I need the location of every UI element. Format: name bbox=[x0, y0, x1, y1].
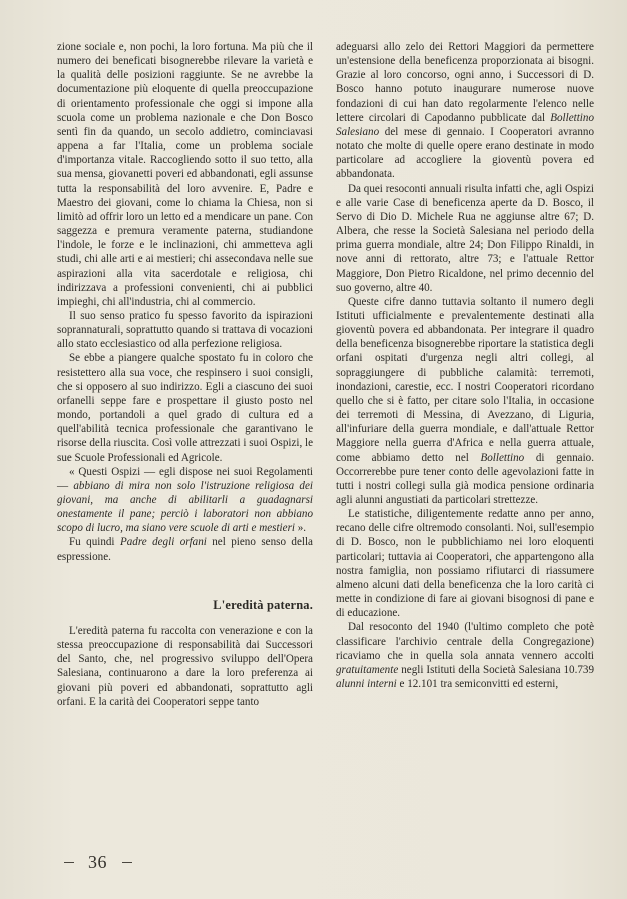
paragraph: zione sociale e, non pochi, la loro fortuna. Ma più che il numero dei beneficati bisognerebbe rilevare la varietà e la qualità delle posizioni raggiunte. Se ne avrebbe la documentazione più eloquente di quella preoccupazione di orientamento professionale che oggi si impone alla scuola come un problema nazionale e che Don Bosco sentì fin da quando, un secolo addietro, cominciavasi appena a far l'Italia, come un problema sociale d'importanza vitale. Raccogliendo sotto il suo tetto, alla sua mensa, giovanetti poveri ed abbandonati, egli assunse tutta la responsabilità del loro avvenire. E, Padre e Maestro dei giovani, come lo chiama la Chiesa, non si limitò ad offrir loro un letto ed a mendicare un pane. Con saggezza e premura veramente paterna, studiandone l'indole, le forze e le inclinazioni, chi ammetteva agli studi, chi alle arti e ai mestieri; chi assecondava nelle sue aspirazioni alla vita sacerdotale e religiosa, chi indirizzava a professioni convenienti, chi ai pubblici impieghi, chi all'industria, chi al commercio. bbox=[57, 41, 314, 308]
paragraph bbox=[57, 535, 313, 563]
text-run: Fu quindi bbox=[69, 536, 120, 549]
paragraph bbox=[336, 620, 594, 691]
folio-rule-right bbox=[122, 862, 132, 863]
section-title: L'eredità paterna. bbox=[213, 597, 313, 612]
quote-close: ». bbox=[294, 522, 307, 535]
folio-rule-left bbox=[64, 862, 74, 863]
text-run: e 12.101 tra semiconvitti ed esterni, bbox=[396, 678, 559, 691]
paragraph: Il suo senso pratico fu spesso favorito da ispirazioni soprannaturali, soprattutto quando si trattava di vocazioni allo stato ecclesiastico od alla perfezione religiosa. bbox=[57, 309, 313, 351]
paragraph: Se ebbe a piangere qualche spostato fu in coloro che resistettero alla sua voce, che respinsero i suoi consigli, che si opposero al suo indirizzo. Egli a ciascuno dei suoi orfanelli seppe fare e prospettare il giusto posto nel mondo, portandoli a quel grado di cultura ed a quell'abilità tecnica professionale che garantivano le risorse della riuscita. Così volle attrezzati i suoi Ospizi, le sue Scuole Professionali ed Agricole. bbox=[57, 352, 314, 464]
paragraph-quote bbox=[57, 465, 313, 536]
paragraph bbox=[336, 40, 594, 182]
quote-text: abbiano di mira non solo l'istruzione religiosa dei giovani, ma anche di abilitarli a guadagnarsi onestamente il pane; perciò i laboratori non abbiano scopo di lucro, ma siano vere scuole di arti e mestieri bbox=[57, 479, 313, 535]
paragraph: L'eredità paterna fu raccolta con venerazione e con la stessa preoccupazione di responsabilità dai Successori del Santo, che, nel progressivo sviluppo dell'Opera Salesiana, continuarono a dare la loro preferenza ai giovani più poveri ed abbandonati, soprattutto agli orfani. E la carità dei Cooperatori seppe tanto bbox=[57, 624, 313, 708]
quote-intro: « Questi Ospizi — egli dispose nei suoi Regolamenti — bbox=[57, 465, 313, 492]
text-run: Dal resoconto del 1940 (l'ultimo completo che potè classificare l'archivio centrale della Congregazione) ricaviamo che in quella sola annata vennero accolti bbox=[336, 621, 594, 662]
left-column bbox=[57, 40, 313, 709]
right-column bbox=[336, 40, 594, 691]
italic-run: Padre degli orfani bbox=[119, 536, 207, 549]
paragraph: Da quei resoconti annuali risulta infatti che, agli Ospizi e alle varie Case di beneficenza aperte da D. Bosco, il Servo di Dio D. Michele Rua ne aggiunse altre 67; D. Albera, che resse la Società Salesiana nel periodo della prima guerra mondiale, altre 24; Don Filippo Rinaldi, in nove anni di rettorato, altre 73; e l'attuale Rettor Maggiore, Don Pietro Ricaldone, nel primo decennio del suo governo, altre 40. bbox=[336, 182, 594, 294]
page-number: 36 bbox=[88, 852, 107, 872]
italic-run: gratuitamente bbox=[336, 663, 399, 676]
text-run: negli Istituti della Società Salesiana 10.739 bbox=[398, 663, 594, 676]
paragraph: Le statistiche, diligentemente redatte anno per anno, recano delle cifre oltremodo consolanti. Noi, sull'esempio di D. Bosco, non le pubblichiamo nei loro eloquenti particolari; tuttavia ai Cooperatori, che appartengono alla nostra famiglia, non possiamo rifiutarci di riassumere almeno alcuni dati della beneficenza che la loro carità ci mette in condizione di fare ai giovani bisognosi di pane e di educazione. bbox=[336, 508, 594, 620]
text-run: adeguarsi allo zelo dei Rettori Maggiori da permettere un'estensione della beneficenza proporzionata ai bisogni. Grazie al loro concorso, ogni anno, i Successori di D. Bosco hanno potuto inaugurare numerose nuove fondazioni di cui han dato regolarmente l'elenco nelle lettere circolari di Capodanno pubblicate dal bbox=[336, 41, 594, 124]
italic-run: Bollettino Salesiano bbox=[336, 111, 594, 138]
text-run: Queste cifre danno tuttavia soltanto il numero degli Istituti ufficialmente e prevalentemente destinati alla gioventù povera ed abbandonata. Per integrare il quadro della beneficenza bisognerebbe riportare la statistica degli orfani ospitati d'urgenza negli altri collegi, al sopraggiungere di pubbliche calamità: terremoti, inondazioni, carestie, ecc. I nostri Cooperatori ricordano quello che si è fatto, per citare solo l'Italia, in occasione dei terremoti di Messina, di Avezzano, di Liguria, all'infuriare della guerra mondiale, e dall'attuale Rettor Maggiore nella guerra d'Africa e nella guerra attuale, come abbiamo detto nel bbox=[336, 295, 594, 464]
paragraph bbox=[336, 295, 594, 507]
italic-run: alunni interni bbox=[336, 678, 397, 691]
text-run: del mese di gennaio. I Cooperatori avranno notato che molte di quelle opere erano destinate in modo particolare ad accogliere la gioventù povera ed abbandonata. bbox=[336, 125, 594, 181]
italic-run: Bollettino bbox=[480, 451, 525, 464]
text-run: di gennaio. Occorrerebbe pure tener conto delle agevolazioni fatte in tutti i nostri collegi sulla già modica pensione ordinaria agli alunni angustiati da particolari strettezze. bbox=[336, 451, 594, 506]
text-run: nel pieno senso della espressione. bbox=[57, 536, 313, 563]
